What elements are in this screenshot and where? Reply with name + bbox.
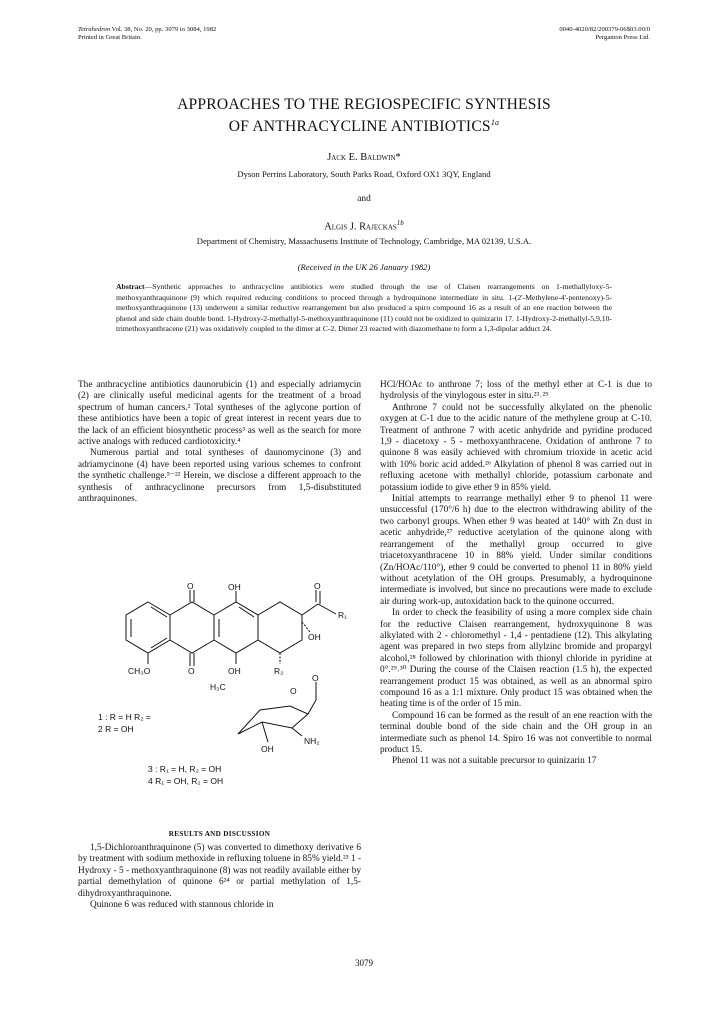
compound-4: 4 R₁ = OH, R₂ = OH [148, 776, 224, 786]
label-h3c: H₃C [210, 682, 226, 692]
label-r2: R₂ [274, 666, 284, 676]
article-code: 0040-4020/82/200379-06$03.00/0 [559, 26, 650, 33]
author-2-footnote: 1b [396, 219, 404, 227]
label-oh3: OH [228, 666, 241, 676]
affiliation-2: Department of Chemistry, Massachusetts Institute of Technology, Cambridge, MA 02139, U.S.A. [196, 236, 532, 246]
received-date: (Received in the UK 26 January 1982) [297, 262, 431, 272]
running-header-left [78, 26, 216, 42]
label-oh4: OH [261, 744, 274, 754]
label-oh2: OH [308, 632, 321, 642]
paragraph: Initial attempts to rearrange methallyl ether 9 to phenol 11 were unsuccessful (170°/6 h) due to the electron withdrawing ability of the two carbonyl groups. When ether 9 was heated at 140° with Zn dust in acetic anhydride,²⁷ reductive acetylation of the quinone along with rearrangement of the methallyl group occurred to give triacetoxyanthracene 10 in 88% yield. Under similar conditions (Zn/HOAc/110°), ether 9 could be converted to phenol 11 in 80% yield without acetylation of the OH groups. Presumably, a hydroquinone intermediate is involved, but since no precautions were made to exclude air during work-up, autoxidation back to the quinone occurred. [380, 494, 652, 607]
right-column [380, 380, 652, 768]
paragraph: Numerous partial and total syntheses of daunomycinone (3) and adriamycinone (4) have been reported using various schemes to confront the synthetic challenge.⁵⁻²² Herein, we disclose a different approach to the synthesis of anthracyclinone precursors from 1,5-disubstituted anthraquinones. [78, 448, 361, 505]
paragraph: 1,5-Dichloroanthraquinone (5) was converted to dimethoxy derivative 6 by treatment with sodium methoxide in refluxing toluene in 85% yield.²³ 1 - Hydroxy - 5 - methoxyanthraquinone (8) was not readily available either by partial demethylation of quinone 6²⁴ or partial methylation of 1,5-dihydroxyanthraquinone. [78, 843, 361, 899]
ring-d [258, 602, 302, 653]
author-conjunction: and [357, 194, 371, 204]
abstract [116, 282, 612, 335]
left-column-bottom [78, 843, 361, 911]
paragraph: Anthrone 7 could not be successfully alkylated on the phenolic oxygen at C-1 due to the acidic nature of the methylene group at C-10. Treatment of anthrone 7 with acetic anhydride and pyridine produced 1,9 - diacetoxy - 5 - methoxyanthracene. Oxidation of anthrone 7 to quinone 8 was easily achieved with chromium trioxide in acetic acid with 10% boric acid added.²⁶ Alkylation of phenol 8 was carried out in refluxing acetone with methallyl chloride, potassium carbonate and potassium iodide to give ether 9 in 85% yield. [380, 402, 652, 493]
paragraph: The anthracycline antibiotics daunorubicin (1) and especially adriamycin (2) are clinically useful medicinal agents for the treatment of a broad spectrum of human cancers.² Total syntheses of the aglycone portion of these antibiotics have been a topic of great interest in recent years due to the lack of an efficient biosynthetic process³ as well as the search for more active analogs with reduced cardiotoxicity.⁴ [78, 380, 361, 448]
abstract-text: —Synthetic approaches to anthracycline antibiotics were studied through the use of Claisen rearrangements on 1-methallyloxy-5-methoxyanthraquinone (9) which required reducing conditions to proceed through a hydroquinone intermediate in situ. 1-(2'-Methylene-4'-pentenoxy)-5-methoxyanthraquinone (13) underwent a similar reductive rearrangement but also produced a spiro compound 16 as a result of an ene reaction between the phenol and side chain double bond. 1-Hydroxy-2-methallyl-5-methoxyanthraquinone (11) could not be oxidized to quinizarin 17. 1-Hydroxy-2-methallyl-5,9,10-trimethoxyanthracene (21) was oxidatively coupled to the dimer at C-2. Dimer 23 reacted with diazomethane to form a 1,3-dipolar adduct 24. [116, 282, 612, 334]
author-2: Algis J. Rajeckas [324, 221, 397, 233]
label-r1: R₁ [338, 610, 348, 620]
compound-2: 2 R = OH [98, 724, 134, 734]
ring-a [126, 602, 170, 653]
paragraph: In order to check the feasibility of using a more complex side chain for the reductive Claisen rearrangement, hydroxyquinone 8 was alkylated with 2 - chloromethyl - 1,4 - pentadiene (12). This alkylating agent was prepared in two steps from allylzinc bromide and propargyl alcohol,²⁸ followed by chlorination with thionyl chloride in pyridine at 0°.²⁹˒³⁰ During the course of the Claisen reaction (1.5 h), the expected rearrangement product 15 was obtained, as well as an abnormal spiro compound 16 as a 1:1 mixture. Only product 15 was obtained when the heating time is of the order of 15 min. [380, 608, 652, 710]
paragraph: Compound 16 can be formed as the result of an ene reaction with the terminal double bond of the side chain and the OH group in an intermediate such as phenol 14. Spiro 16 was not convertible to normal product 15. [380, 710, 652, 755]
journal-name: Tetrahedron [78, 26, 111, 33]
page-number: 3079 [355, 958, 373, 968]
abstract-label: Abstract [116, 282, 145, 291]
compound-3: 3 : R₁ = H, R₂ = OH [148, 764, 222, 774]
title-footnote: 1a [490, 118, 500, 127]
affiliation-1: Dyson Perrins Laboratory, South Parks Road, Oxford OX1 3QY, England [237, 169, 491, 179]
title-line-1: APPROACHES TO THE REGIOSPECIFIC SYNTHESIS [177, 96, 551, 113]
running-header-right [559, 26, 650, 42]
label-o2: O [314, 582, 321, 591]
paragraph: Quinone 6 was reduced with stannous chloride in [90, 900, 274, 911]
section-heading: RESULTS AND DISCUSSION [168, 830, 271, 838]
label-o1: O [187, 582, 194, 591]
title-line-2: OF ANTHRACYCLINE ANTIBIOTICS [228, 118, 491, 136]
ring-c [214, 602, 258, 653]
structure-figure [78, 582, 361, 820]
paragraph: HCl/HOAc to anthrone 7; loss of the methyl ether at C-1 is due to hydrolysis of the vinylogous ester in situ.²³˒²⁵ [380, 380, 652, 402]
journal-citation: Vol. 38, No. 20, pp. 3079 to 3084, 1982 [110, 26, 217, 33]
label-o-link: O [312, 673, 319, 683]
label-o-ring: O [290, 686, 297, 696]
paper-title [78, 96, 650, 136]
label-oh1: OH [228, 582, 241, 592]
label-o3: O [188, 666, 195, 676]
paragraph: Phenol 11 was not a suitable precursor to quinizarin 17 [392, 756, 597, 767]
publisher: Pergamon Press Ltd. [595, 34, 650, 41]
sugar-ring [238, 706, 308, 734]
compound-1: 1 : R = H R₂ = [98, 712, 151, 722]
left-column-top [78, 380, 361, 505]
label-ch3o: CH₃O [128, 666, 151, 676]
label-nh2: NH₂ [304, 736, 320, 746]
ring-b [170, 602, 214, 653]
author-2-line [78, 219, 650, 232]
printed-note: Printed in Great Britain. [78, 34, 142, 41]
author-1: Jack E. Baldwin* [327, 152, 401, 163]
